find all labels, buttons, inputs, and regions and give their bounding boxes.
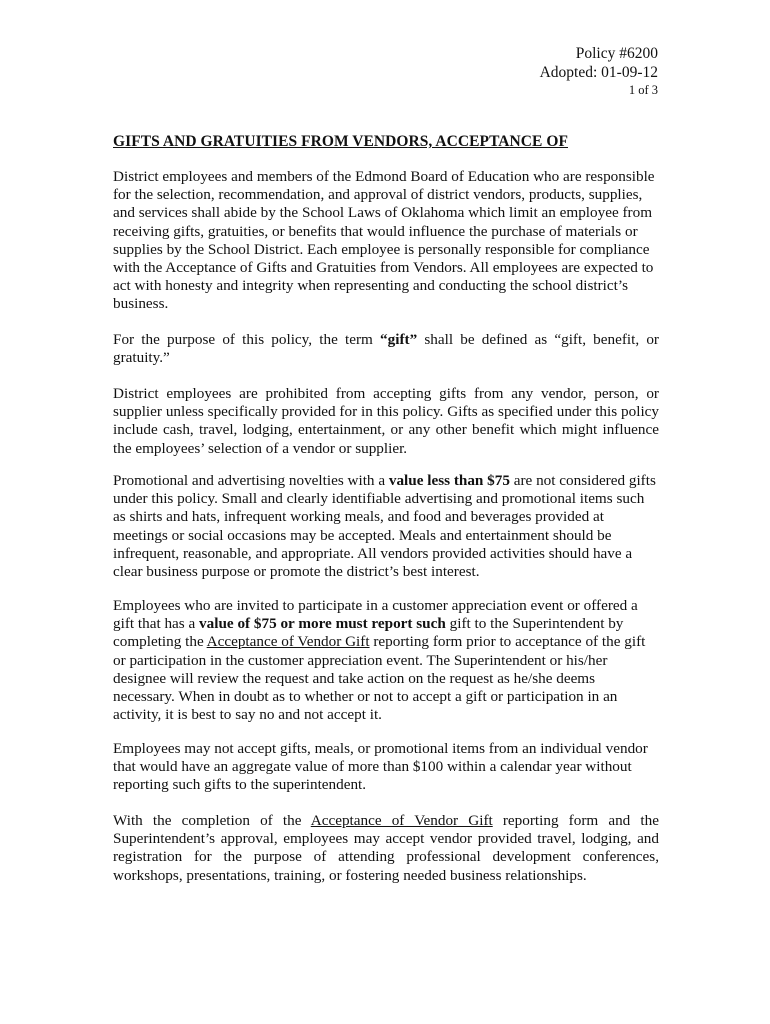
paragraph-responsibility: District employees and members of the Edmond Board of Education who are responsible for the selection, recommendation, and approval of district vendors, products, supplies, and services shall abide by the School Laws of Oklahoma which limit an employee from receiving gifts, gratuities, or benefits that would influence the purchase of materials or supplies by the School District. Each employee is personally responsible for compliance with the Acceptance of Gifts and Gratuities from Vendors. All employees are expected to act with honesty and integrity when representing and conducting the school district’s business. — [113, 168, 655, 313]
gift-term: “gift” — [380, 331, 418, 348]
promotional-value-threshold: value less than $75 — [388, 472, 510, 489]
paragraph-reporting — [113, 597, 659, 724]
promotional-text-a: Promotional and advertising novelties with a — [113, 472, 389, 489]
policy-number: Policy #6200 — [575, 45, 658, 62]
vendor-gift-form-link-2[interactable]: Acceptance of Vendor Gift — [310, 812, 493, 829]
page-number: 1 of 3 — [628, 83, 658, 97]
policy-header — [540, 44, 658, 98]
policy-title: GIFTS AND GRATUITIES FROM VENDORS, ACCEPTANCE OF — [113, 133, 568, 150]
travel-text-a: With the completion of the — [113, 812, 311, 829]
paragraph-gift-definition — [113, 331, 659, 367]
paragraph-prohibition: District employees are prohibited from accepting gifts from any vendor, person, or supplier unless specifically provided for in this policy. Gifts as specified under this policy include cash, travel, lodging, entertainment, or any other benefit which might influence the employees’ selection of a vendor or supplier. — [113, 385, 659, 457]
reporting-value-threshold: value of $75 or more must report such — [199, 615, 446, 633]
gift-definition-text-c: shall be defined as “gift, benefit, or gratuity.” — [113, 331, 659, 367]
paragraph-aggregate-limit: Employees may not accept gifts, meals, or promotional items from an individual vendor that would have an aggregate value of more than $100 within a calendar year without reporting such gifts to the superintendent. — [113, 740, 648, 794]
gift-definition-text-a: For the purpose of this policy, the term — [113, 331, 381, 348]
reporting-text-a: Employees who are invited to participate in a customer appreciation event or offered a gift that has a — [113, 597, 638, 633]
promotional-text-c: are not considered gifts under this policy. Small and clearly identifiable advertising and promotional items such as shirts and hats, infrequent working meals, and food and beverages provided at meetings or social occasions may be accepted. Meals and entertainment should be infrequent, reasonable, and appropriate. All vendors provided activities should have a clear business purpose or promote the district’s best interest. — [113, 472, 656, 581]
reporting-text-e: reporting form prior to acceptance of the gift or participation in the customer appreciation event. The Superintendent or his/her designee will review the request and take action on the request as he/she deems necessary. When in doubt as to whether or not to accept a gift or participation in an activity, it is best to say no and not accept it. — [113, 633, 646, 724]
vendor-gift-form-link[interactable]: Acceptance of Vendor Gift — [206, 633, 370, 651]
reporting-text-c: gift to the Superintendent by completing the — [113, 615, 624, 651]
travel-text-c: reporting form and the Superintendent’s approval, employees may accept vendor provided travel, lodging, and registration for the purpose of attending professional development conferences, workshops, presentations, training, or fostering needed business relationships. — [113, 812, 659, 884]
adopted-date: Adopted: 01-09-12 — [539, 64, 658, 81]
paragraph-travel-approval — [113, 812, 659, 885]
paragraph-promotional — [113, 472, 659, 581]
